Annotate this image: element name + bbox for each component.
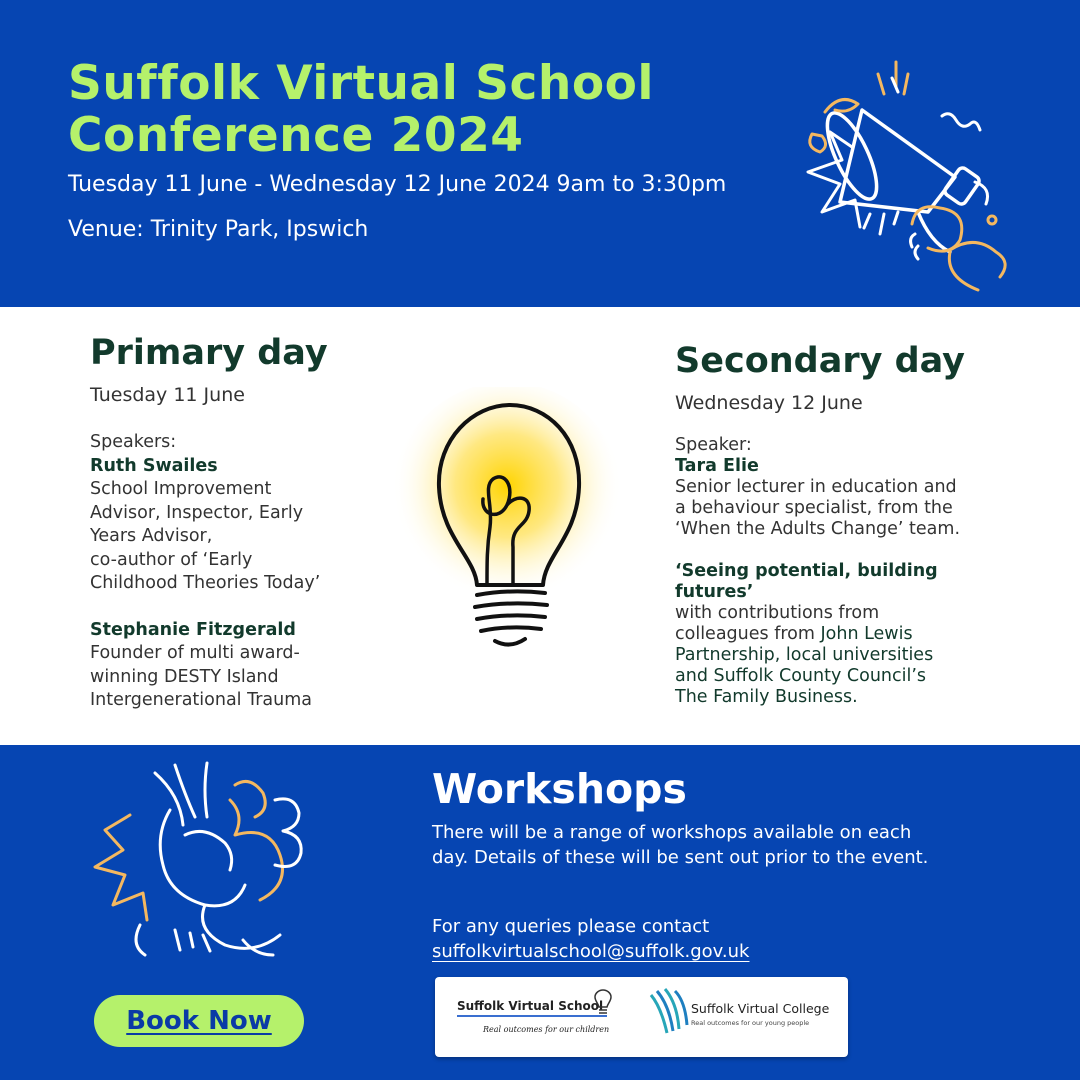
event-venue: Venue: Trinity Park, Ipswich	[68, 217, 369, 242]
speaker1-desc-line: Years Advisor,	[90, 526, 213, 546]
school-logo-underline	[457, 1015, 607, 1017]
speaker-label: Speaker:	[675, 435, 752, 455]
speaker2-desc-line: Founder of multi award-	[90, 643, 300, 663]
school-logo-tagline: Real outcomes for our children	[483, 1025, 610, 1034]
speaker-desc-line: a behaviour specialist, from the	[675, 498, 953, 518]
secondary-day-title: Secondary day	[675, 341, 965, 381]
speaker-desc-line: ‘When the Adults Change’ team.	[675, 519, 961, 539]
speaker-desc-line: Senior lecturer in education and	[675, 477, 957, 497]
school-logo-name: Suffolk Virtual School	[457, 999, 604, 1013]
contact-email-link[interactable]: suffolkvirtualschool@suffolk.gov.uk	[432, 940, 750, 962]
speaker-tara-elie: Tara Elie	[675, 456, 759, 476]
event-dates: Tuesday 11 June - Wednesday 12 June 2024 9am to 3:30pm	[68, 172, 727, 197]
lightbulb-logo-icon	[593, 989, 613, 1017]
contact-info	[432, 915, 749, 964]
speakers-label: Speakers:	[90, 432, 177, 452]
speaker-stephanie-fitzgerald: Stephanie Fitzgerald	[90, 619, 296, 640]
title-line-2: Conference 2024	[68, 108, 524, 163]
primary-day-speakers	[90, 431, 380, 713]
workshops-section	[0, 745, 1080, 1080]
speaker2-desc-line: winning DESTY Island	[90, 666, 279, 687]
lightbulb-icon	[395, 387, 625, 687]
secondary-day-details	[675, 435, 1005, 708]
workshops-title: Workshops	[432, 765, 687, 813]
speaker1-desc-line: Advisor, Inspector, Early	[90, 502, 304, 523]
spacer	[90, 596, 380, 619]
contrib-plain: colleagues from	[675, 624, 821, 644]
high-five-icon	[85, 755, 315, 970]
contrib-line: with contributions from	[675, 603, 880, 623]
primary-day-date: Tuesday 11 June	[90, 384, 245, 406]
session-title-line: ‘Seeing potential, building	[675, 561, 938, 581]
spacer	[675, 540, 1005, 561]
contact-label: For any queries please contact	[432, 916, 710, 937]
secondary-day-date: Wednesday 12 June	[675, 392, 863, 414]
session-title-line: futures’	[675, 582, 754, 602]
workshops-description: There will be a range of workshops available on each day. Details of these will be sent out prior to the event.	[432, 822, 929, 868]
book-now-button[interactable]: Book Now	[94, 995, 304, 1047]
speaker1-desc-line: Childhood Theories Today’	[90, 573, 321, 593]
primary-day-title: Primary day	[90, 333, 328, 373]
days-section	[0, 307, 1080, 745]
contrib-line: The Family Business.	[675, 687, 858, 707]
title-line-1: Suffolk Virtual School	[68, 56, 655, 111]
college-wave-icon	[647, 985, 693, 1035]
college-logo-tagline: Real outcomes for our young people	[691, 1019, 810, 1027]
speaker2-desc-line: Intergenerational Trauma	[90, 690, 312, 710]
contrib-line: Partnership, local universities	[675, 645, 934, 665]
logos-panel	[435, 977, 848, 1057]
speaker1-desc-line: School Improvement	[90, 479, 272, 499]
speaker-ruth-swailes: Ruth Swailes	[90, 455, 218, 476]
college-logo-name: Suffolk Virtual College	[691, 1001, 830, 1016]
conference-title	[68, 58, 654, 162]
megaphone-icon	[800, 52, 1015, 302]
contrib-line: and Suffolk County Council’s	[675, 666, 927, 686]
contrib-john-lewis: John Lewis	[820, 624, 913, 644]
speaker1-desc-line: co-author of ‘Early	[90, 549, 253, 570]
contrib-line	[675, 624, 1005, 645]
header-section	[0, 0, 1080, 307]
